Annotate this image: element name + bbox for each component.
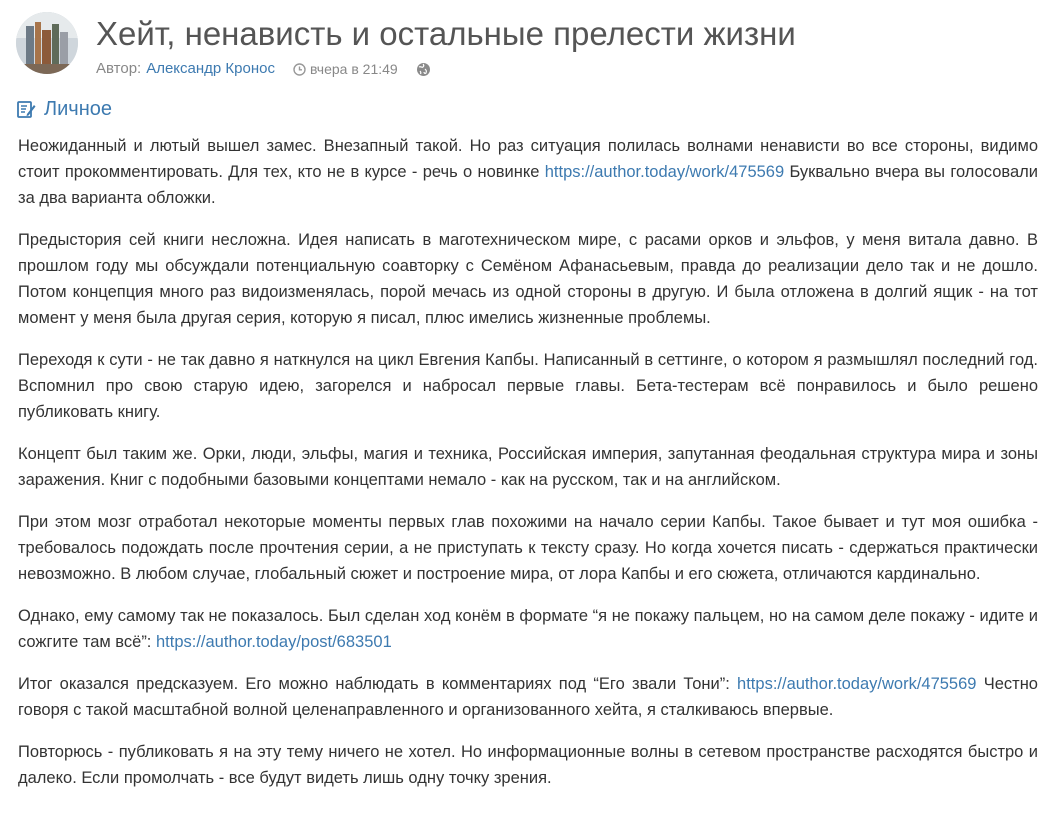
author-link[interactable]: Александр Кронос (146, 60, 275, 77)
globe-icon[interactable] (416, 62, 431, 77)
avatar-image (16, 12, 78, 74)
clock-icon (293, 63, 306, 76)
paragraph-text: Однако, ему самому так не показалось. Был сделан ход конём в формате “я не покажу пальцем, но на самом деле покажу - идите и сожгите там всё”: (18, 607, 1038, 651)
post-link[interactable]: https://author.today/post/683501 (155, 633, 392, 651)
author-label: Автор: (96, 60, 142, 77)
category-label: Личное (44, 97, 113, 120)
category-link[interactable] (16, 96, 112, 122)
paragraph-text: Повторюсь - публиковать я на эту тему ничего не хотел. Но информационные волны в сетевом пространстве расходятся быстро и далеко. Если промолчать - все будут видеть лишь одну точку зрения. (18, 743, 1038, 787)
paragraph-text: Неожиданный и лютый вышел замес. Внезапный такой. Но раз ситуация полилась волнами ненависти во все стороны, видимо стоит прокомментировать. Для тех, кто не в курсе - речь о новинке (18, 137, 1038, 181)
post-paragraph (18, 671, 1038, 723)
post-paragraph (18, 509, 1038, 587)
post-paragraph (18, 133, 1038, 211)
paragraph-text: При этом мозг отработал некоторые моменты первых глав похожими на начало серии Капбы. Такое бывает и тут моя ошибка - требовалось подождать после прочтения серии, а не приступать к тексту сразу. Но когда хочется писать - сдержаться практически невозможно. В любом случае, глобальный сюжет и построение мира, от лора Капбы и его сюжета, отличаются кардинально. (18, 513, 1038, 583)
post-paragraph (18, 739, 1038, 791)
edit-note-icon (16, 99, 36, 119)
post-meta (96, 59, 431, 79)
author-avatar[interactable] (16, 12, 78, 74)
post-title: Хейт, ненависть и остальные прелести жизни (96, 15, 796, 52)
post-link[interactable]: https://author.today/work/475569 (544, 163, 785, 181)
paragraph-text: Честно говоря с такой масштабной волной целенаправленного и организованного хейта, я сталкиваюсь впервые. (18, 675, 1038, 719)
post-paragraph (18, 347, 1038, 425)
post-header (16, 12, 1043, 80)
paragraph-text: Итог оказался предсказуем. Его можно наблюдать в комментариях под “Его звали Тони”: (18, 675, 738, 693)
post-time: вчера в 21:49 (309, 61, 398, 77)
post-paragraph (18, 441, 1038, 493)
post-link[interactable]: https://author.today/work/475569 (737, 675, 977, 693)
paragraph-text: Переходя к сути - не так давно я наткнулся на цикл Евгения Капбы. Написанный в сеттинге, о котором я размышлял последний год. Вспомнил про свою старую идею, загорелся и набросал первые главы. Бета-тестерам всё понравилось и было решено публиковать книгу. (18, 351, 1038, 421)
post-paragraph (18, 227, 1038, 331)
paragraph-text: Буквально вчера вы голосовали за два варианта обложки. (18, 163, 1039, 207)
paragraph-text: Предыстория сей книги несложна. Идея написать в маготехническом мире, с расами орков и эльфов, у меня витала давно. В прошлом году мы обсуждали потенциальную соавторку с Семёном Афанасьевым, правда до реализации дело так и не дошло. Потом концепция много раз видоизменялась, порой мечась из одной стороны в другую. И была отложена в долгий ящик - на тот момент у меня была другая серия, которую я писал, плюс имелись жизненные проблемы. (18, 231, 1038, 327)
paragraph-text: Концепт был таким же. Орки, люди, эльфы, магия и техника, Российская империя, запутанная феодальная структура мира и зоны заражения. Книг с подобными базовыми концептами немало - как на русском, так и на английском. (18, 445, 1038, 489)
post-body (18, 133, 1038, 807)
post-paragraph (18, 603, 1038, 655)
